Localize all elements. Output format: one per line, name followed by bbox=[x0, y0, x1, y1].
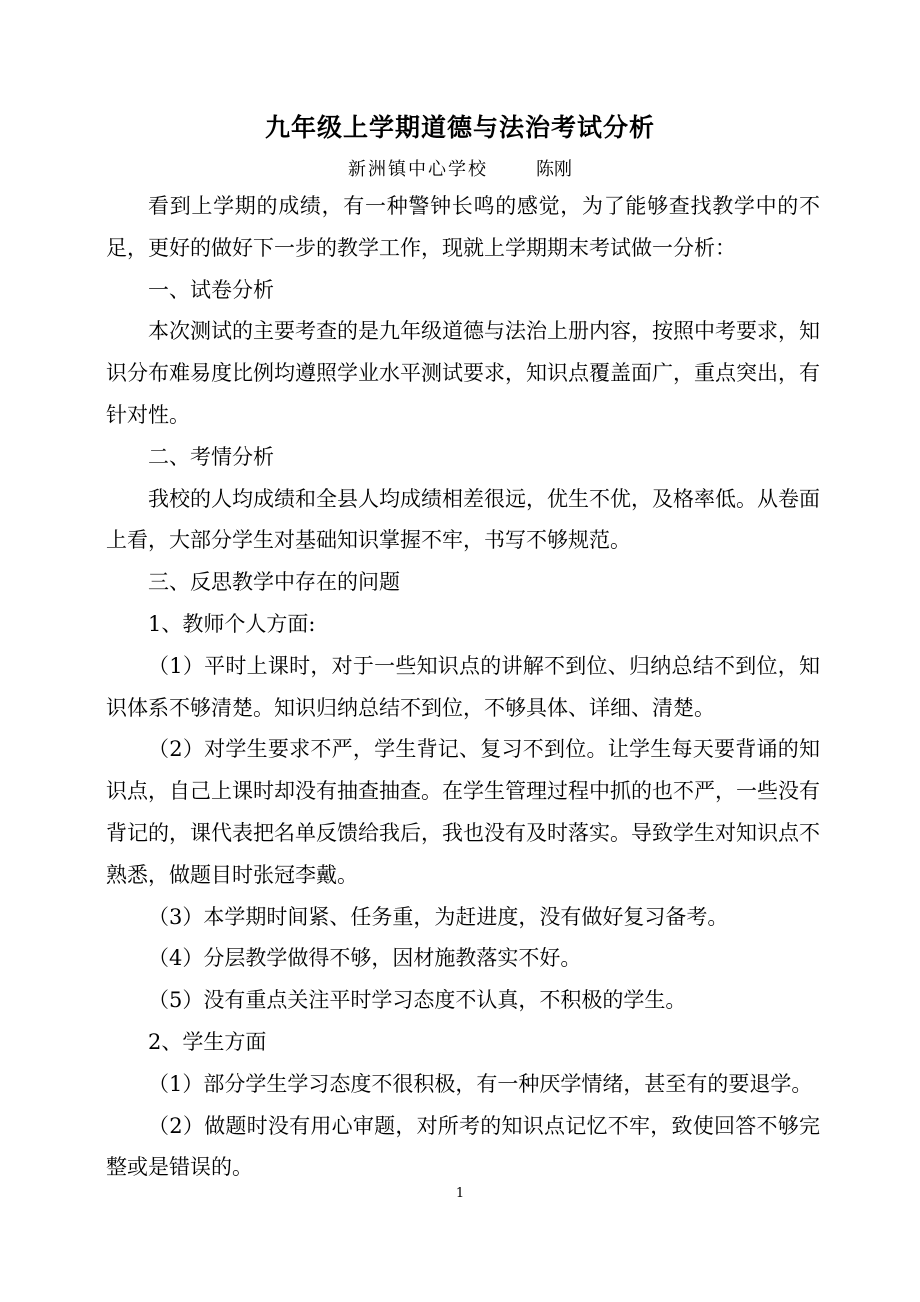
byline bbox=[0, 155, 920, 185]
page-number: 1 bbox=[455, 1186, 465, 1201]
student-item-1: （1）部分学生学习态度不很积极，有一种厌学情绪，甚至有的要退学。 bbox=[148, 1071, 813, 1096]
teacher-item-2: （2）对学生要求不严，学生背记、复习不到位。让学生每天要背诵的知识点，自己上课时却没有抽查抽查。在学生管理过程中抓的也不严，一些没有背记的，课代表把名单反馈给我后，我也没有及时落实。导致学生对知识点不熟悉，做题目时张冠李戴。 bbox=[106, 737, 820, 887]
teacher-item-5: （5）没有重点关注平时学习态度不认真，不积极的学生。 bbox=[148, 988, 687, 1013]
author-name: 陈刚 bbox=[536, 159, 572, 180]
document-body bbox=[106, 186, 820, 1189]
teacher-item-3: （3）本学期时间紧、任务重，为赶进度，没有做好复习备考。 bbox=[148, 904, 729, 929]
page-title: 九年级上学期道德与法治考试分析 bbox=[264, 113, 655, 142]
subsection-heading-student: 2、学生方面 bbox=[148, 1029, 267, 1054]
teacher-item-1: （1）平时上课时，对于一些知识点的讲解不到位、归纳总结不到位，知识体系不够清楚。知识归纳总结不到位，不够具体、详细、清楚。 bbox=[106, 653, 820, 720]
section-heading-teaching-problems: 三、反思教学中存在的问题 bbox=[148, 570, 400, 595]
subsection-heading-teacher: 1、教师个人方面: bbox=[148, 611, 316, 636]
section-heading-exam-analysis: 二、考情分析 bbox=[148, 444, 274, 469]
school-name: 新洲镇中心学校 bbox=[348, 159, 488, 180]
teacher-item-4: （4）分层教学做得不够，因材施教落实不好。 bbox=[148, 946, 582, 971]
intro-paragraph: 看到上学期的成绩，有一种警钟长鸣的感觉，为了能够查找教学中的不足，更好的做好下一步的教学工作，现就上学期期末考试做一分析： bbox=[106, 194, 820, 260]
exam-analysis-paragraph: 我校的人均成绩和全县人均成绩相差很远，优生不优，及格率低。从卷面上看，大部分学生对基础知识掌握不牢，书写不够规范。 bbox=[106, 486, 820, 553]
paper-analysis-paragraph: 本次测试的主要考查的是九年级道德与法治上册内容，按照中考要求，知识分布难易度比例均遵照学业水平测试要求，知识点覆盖面广，重点突出，有针对性。 bbox=[106, 319, 820, 427]
student-item-2: （2）做题时没有用心审题，对所考的知识点记忆不牢，致使回答不够完整或是错误的。 bbox=[106, 1113, 820, 1180]
section-heading-paper-analysis: 一、试卷分析 bbox=[148, 277, 274, 302]
